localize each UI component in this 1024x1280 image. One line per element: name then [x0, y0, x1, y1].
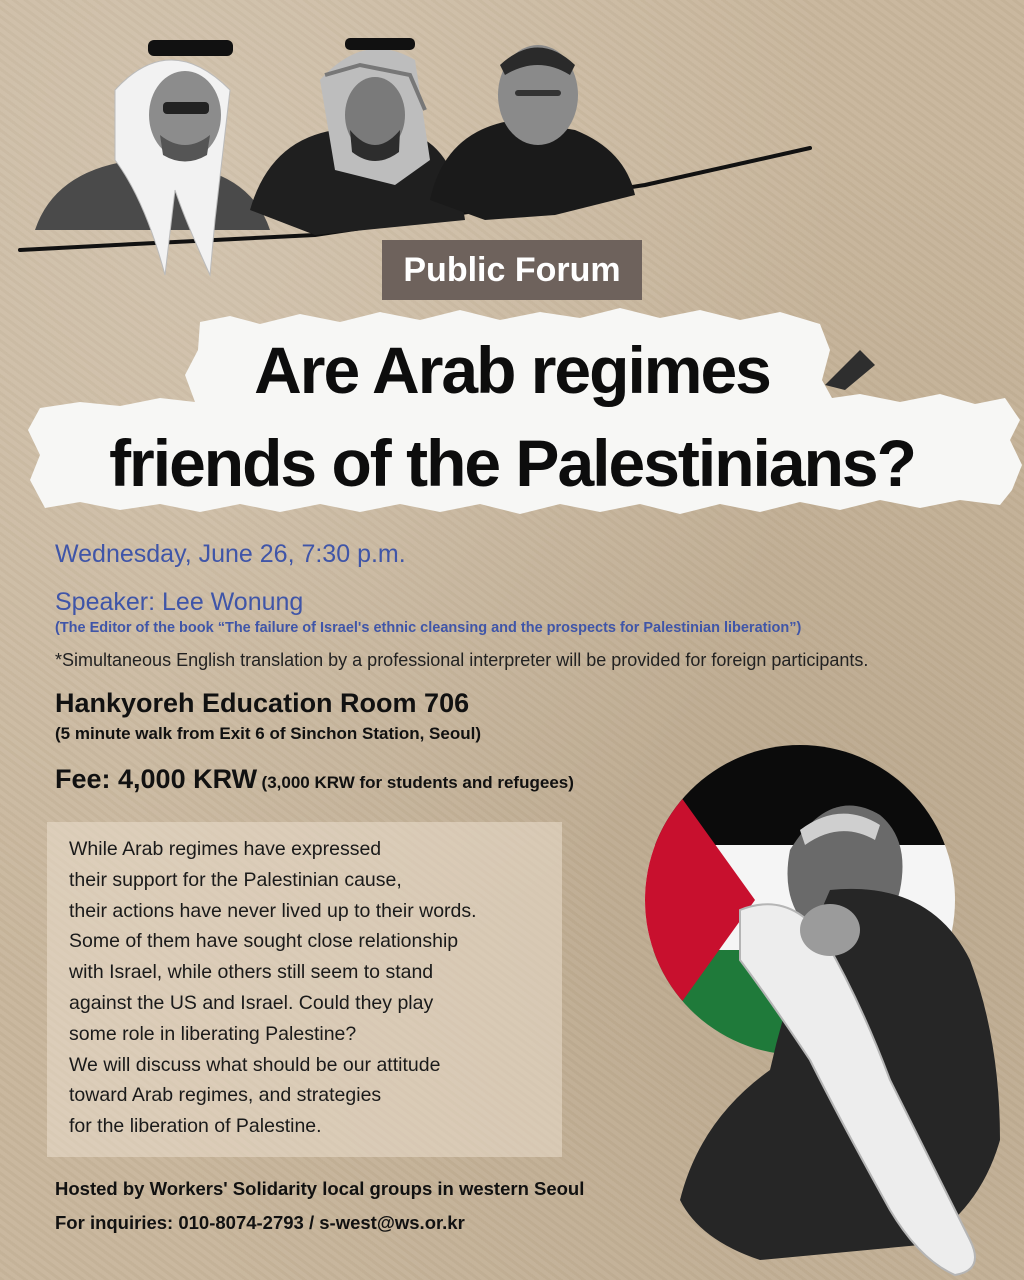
public-forum-badge: Public Forum [382, 240, 642, 300]
fee-note: (3,000 KRW for students and refugees) [261, 773, 574, 792]
description-text: While Arab regimes have expressed their support for the Palestinian cause, their actions have never lived up to their words. Some of them have sought close relationship with Israel, while others still seem to stand against the US and Israel. Could they play some role in liberating Palestine? We will discuss what should be our attitude toward Arab regimes, and strategies for the liberation of Palestine. [69, 838, 477, 1138]
event-date: Wednesday, June 26, 7:30 p.m. [55, 540, 406, 568]
title-line-2: friends of the Palestinians? [109, 426, 915, 500]
venue-note: (5 minute walk from Exit 6 of Sinchon Station, Seoul) [55, 724, 481, 743]
mourner-illustration [640, 740, 1024, 1280]
inquiry-line: For inquiries: 010-8074-2793 / s-west@ws.or.kr [55, 1212, 465, 1233]
speaker-line: Speaker: Lee Wonung [55, 588, 304, 616]
host-line: Hosted by Workers' Solidarity local groups in western Seoul [55, 1178, 585, 1199]
torn-paper-banner [0, 290, 1024, 540]
title-line-1: Are Arab regimes [254, 333, 770, 407]
venue-name: Hankyoreh Education Room 706 [55, 688, 470, 718]
fee-amount: Fee: 4,000 KRW [55, 764, 258, 794]
speaker-note: (The Editor of the book “The failure of Israel's ethnic cleansing and the prospects for Palestinian liberation”) [55, 620, 802, 636]
description-box [47, 822, 562, 1157]
figure-right [430, 45, 635, 220]
translation-note: *Simultaneous English translation by a professional interpreter will be provided for foreign participants. [55, 650, 869, 670]
figure-middle [250, 38, 465, 235]
fee-line [55, 764, 574, 795]
